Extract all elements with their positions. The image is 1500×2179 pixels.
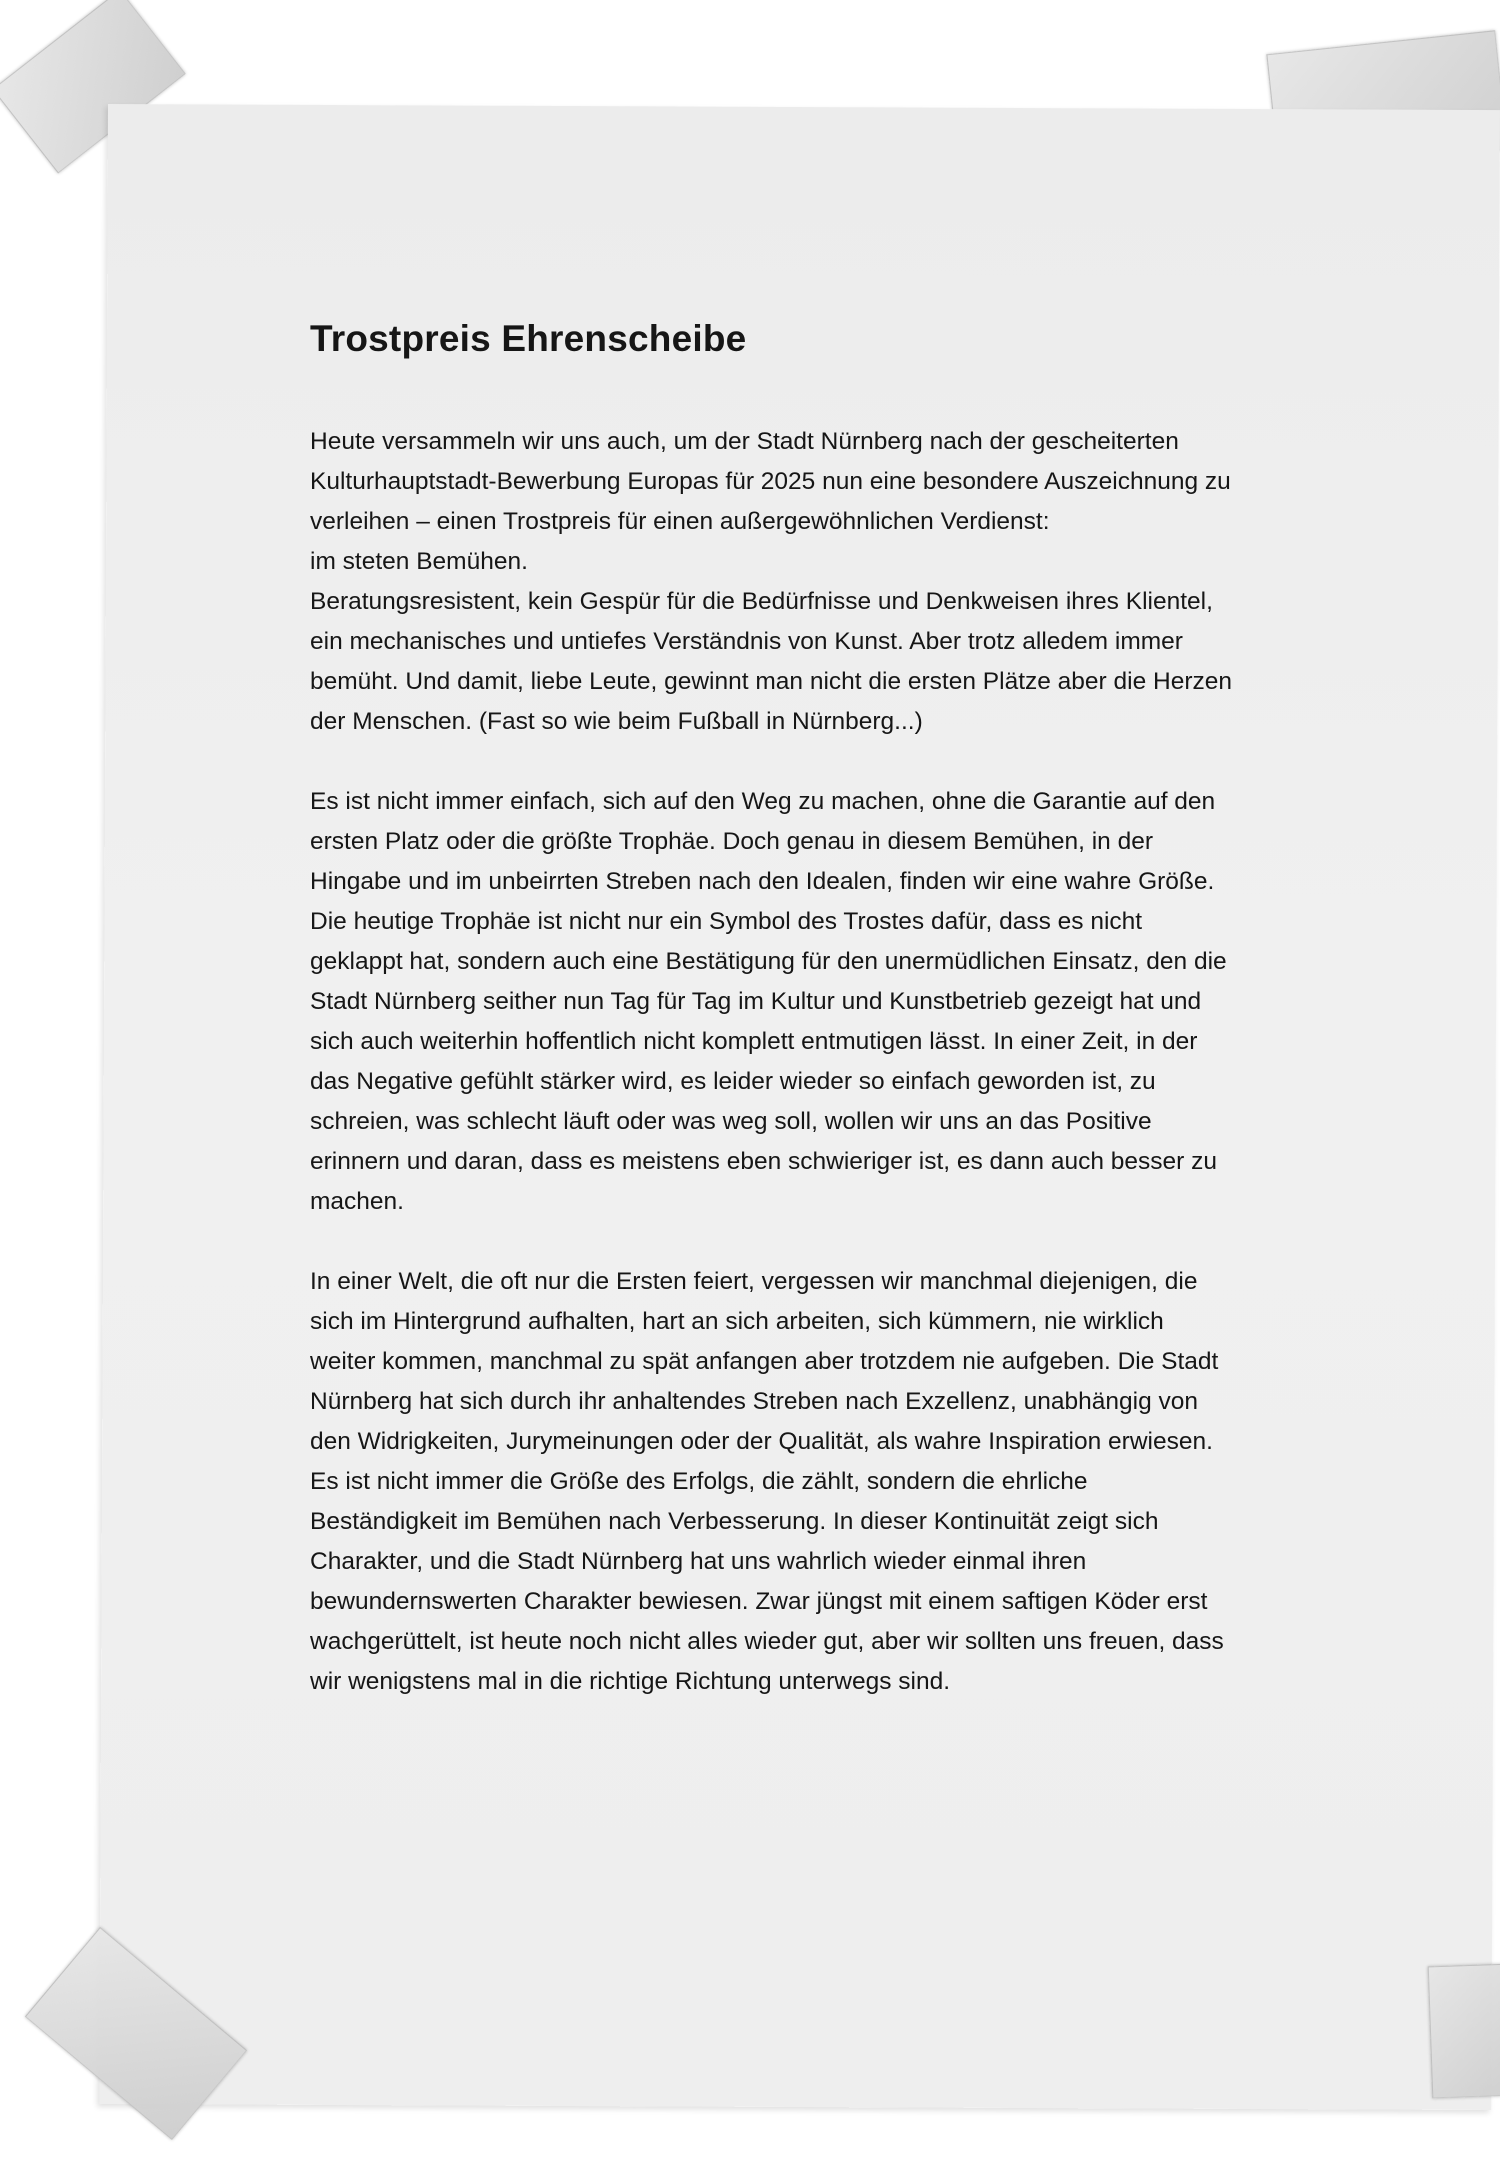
document-title: Trostpreis Ehrenscheibe <box>310 318 747 359</box>
document-content <box>310 318 1330 1742</box>
paragraph-2: Es ist nicht immer einfach, sich auf den Weg zu machen, ohne die Garantie auf den ersten Platz oder die größte Trophäe. Doch genau in diesem Bemühen, in der Hingabe und im unbeirrten Streben nach den Idealen, finden wir eine wahre Größe. Die heutige Trophäe ist nicht nur ein Symbol des Trostes dafür, dass es nicht geklappt hat, sondern auch eine Bestätigung für den unermüdlichen Einsatz, den die Stadt Nürnberg seither nun Tag für Tag im Kultur und Kunstbetrieb gezeigt hat und sich auch weiterhin hoffentlich nicht komplett entmutigen lässt. In einer Zeit, in der das Negative gefühlt stärker wird, es leider wieder so einfach geworden ist, zu schreien, was schlecht läuft oder was weg soll, wollen wir uns an das Positive erinnern und daran, dass es meistens eben schwieriger ist, es dann auch besser zu machen. <box>310 788 1227 1215</box>
paragraph-3: In einer Welt, die oft nur die Ersten feiert, vergessen wir manchmal diejenigen, die sich im Hintergrund aufhalten, hart an sich arbeiten, sich kümmern, nie wirklich weiter kommen, manchmal zu spät anfangen aber trotzdem nie aufgeben. Die Stadt Nürnberg hat sich durch ihr anhaltendes Streben nach Exzellenz, unabhängig von den Widrigkeiten, Jurymeinungen oder der Qualität, als wahre Inspiration erwiesen. Es ist nicht immer die Größe des Erfolgs, die zählt, sondern die ehrliche Beständigkeit im Bemühen nach Verbesserung. In dieser Kontinuität zeigt sich Charakter, und die Stadt Nürnberg hat uns wahrlich wieder einmal ihren bewundernswerten Charakter bewiesen. Zwar jüngst mit einem saftigen Köder erst wachgerüttelt, ist heute noch nicht alles wieder gut, aber wir sollten uns freuen, dass wir wenigstens mal in die richtige Richtung unterwegs sind. <box>310 1268 1224 1695</box>
tape-bottom-right <box>1428 1964 1500 2099</box>
paragraph-1: Heute versammeln wir uns auch, um der Stadt Nürnberg nach der gescheiterten Kulturhauptstadt-Bewerbung Europas für 2025 nun eine besondere Auszeichnung zu verleihen – einen Trostpreis für einen außergewöhnlichen Verdienst: im steten Bemühen. Beratungsresistent, kein Gespür für die Bedürfnisse und Denkweisen ihres Klientel, ein mechanisches und untiefes Verständnis von Kunst. Aber trotz alledem immer bemüht. Und damit, liebe Leute, gewinnt man nicht die ersten Plätze aber die Herzen der Menschen. (Fast so wie beim Fußball in Nürnberg...) <box>310 428 1233 735</box>
